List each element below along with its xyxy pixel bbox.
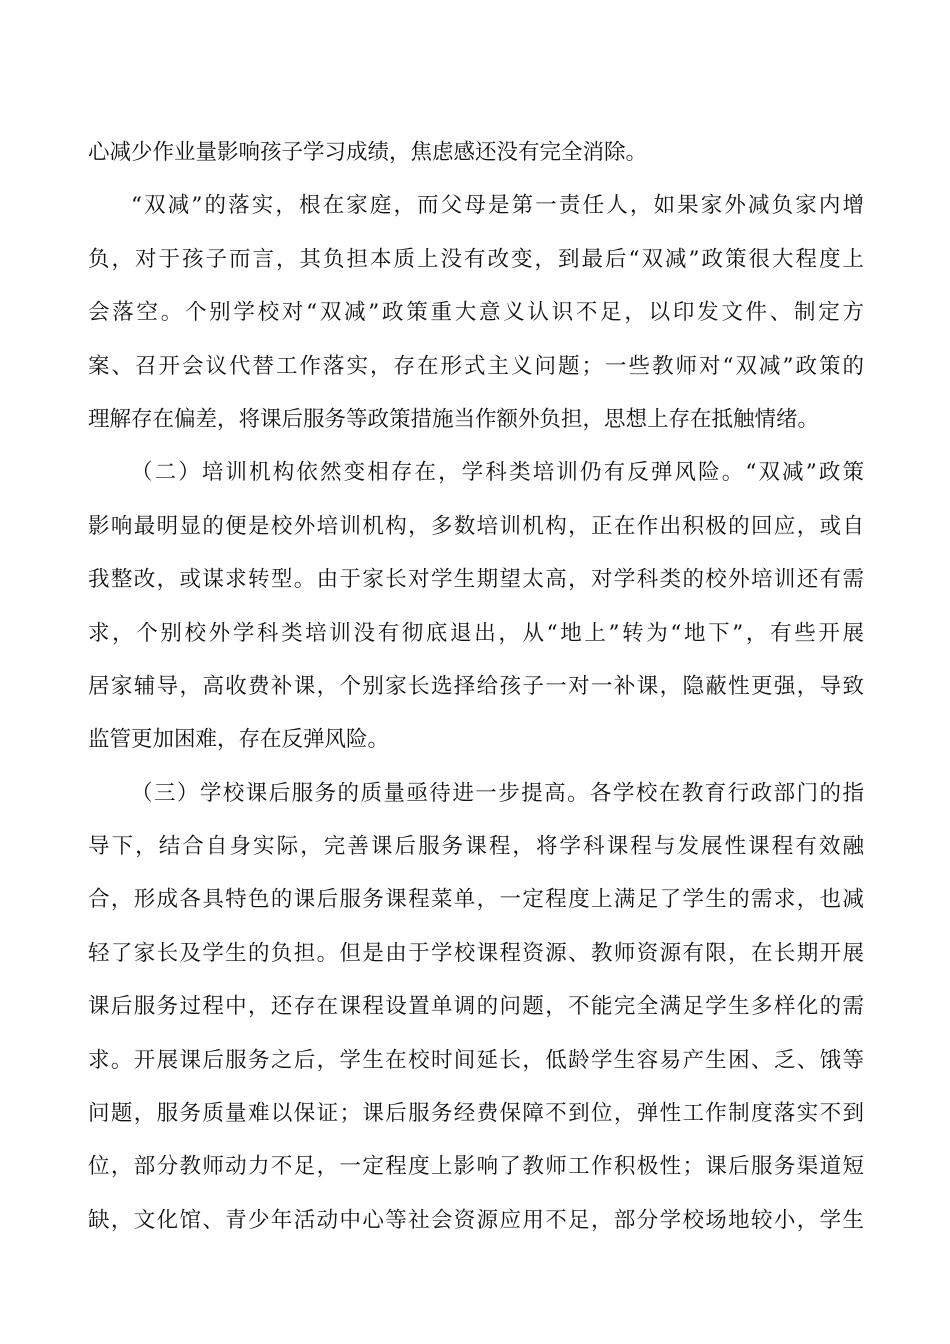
text-line: 求，个别校外学科类培训没有彻底退出，从“地上”转为“地下”，有些开展 [88, 620, 864, 646]
text-line: 案、召开会议代替工作落实，存在形式主义问题；一些教师对“双减”政策的 [88, 353, 864, 379]
text-line: 心减少作业量影响孩子学习成绩，焦虑感还没有完全消除。 [88, 140, 648, 165]
text-line: 理解存在偏差，将课后服务等政策措施当作额外负担，思想上存在抵触情绪。 [88, 406, 820, 432]
text-line: 影响最明显的便是校外培训机构，多数培训机构，正在作出积极的回应，或自 [88, 513, 864, 539]
text-line: 负，对于孩子而言，其负担本质上没有改变，到最后“双减”政策很大程度上 [88, 246, 864, 272]
text-line: 监管更加困难，存在反弹风险。 [88, 727, 390, 753]
text-line: 合，形成各具特色的课后服务课程菜单，一定程度上满足了学生的需求，也减 [88, 887, 864, 913]
text-line: “双减”的落实，根在家庭，而父母是第一责任人，如果家外减负家内增 [131, 193, 864, 219]
text-line: 缺，文化馆、青少年活动中心等社会资源应用不足，部分学校场地较小，学生 [88, 1207, 864, 1233]
text-line: 求。开展课后服务之后，学生在校时间延长，低龄学生容易产生困、乏、饿等 [88, 1047, 864, 1073]
section-heading-line: （三）学校课后服务的质量亟待进一步提高。各学校在教育行政部门的指 [131, 780, 864, 806]
text-line: 会落空。个别学校对“双减”政策重大意义认识不足，以印发文件、制定方 [88, 300, 864, 326]
text-line: 位，部分教师动力不足，一定程度上影响了教师工作积极性；课后服务渠道短 [88, 1154, 864, 1180]
text-line: 我整改，或谋求转型。由于家长对学生期望太高，对学科类的校外培训还有需 [88, 567, 864, 593]
text-line: 轻了家长及学生的负担。但是由于学校课程资源、教师资源有限，在长期开展 [88, 940, 864, 966]
text-line: 问题，服务质量难以保证；课后服务经费保障不到位，弹性工作制度落实不到 [88, 1101, 864, 1127]
document-page [88, 126, 864, 1247]
text-line: 课后服务过程中，还存在课程设置单调的问题，不能完全满足学生多样化的需 [88, 994, 864, 1020]
section-heading-line: （二）培训机构依然变相存在，学科类培训仍有反弹风险。“双减”政策 [131, 460, 864, 486]
text-line: 居家辅导，高收费补课，个别家长选择给孩子一对一补课，隐蔽性更强，导致 [88, 673, 864, 699]
text-line: 导下，结合自身实际，完善课后服务课程，将学科课程与发展性课程有效融 [88, 834, 864, 860]
